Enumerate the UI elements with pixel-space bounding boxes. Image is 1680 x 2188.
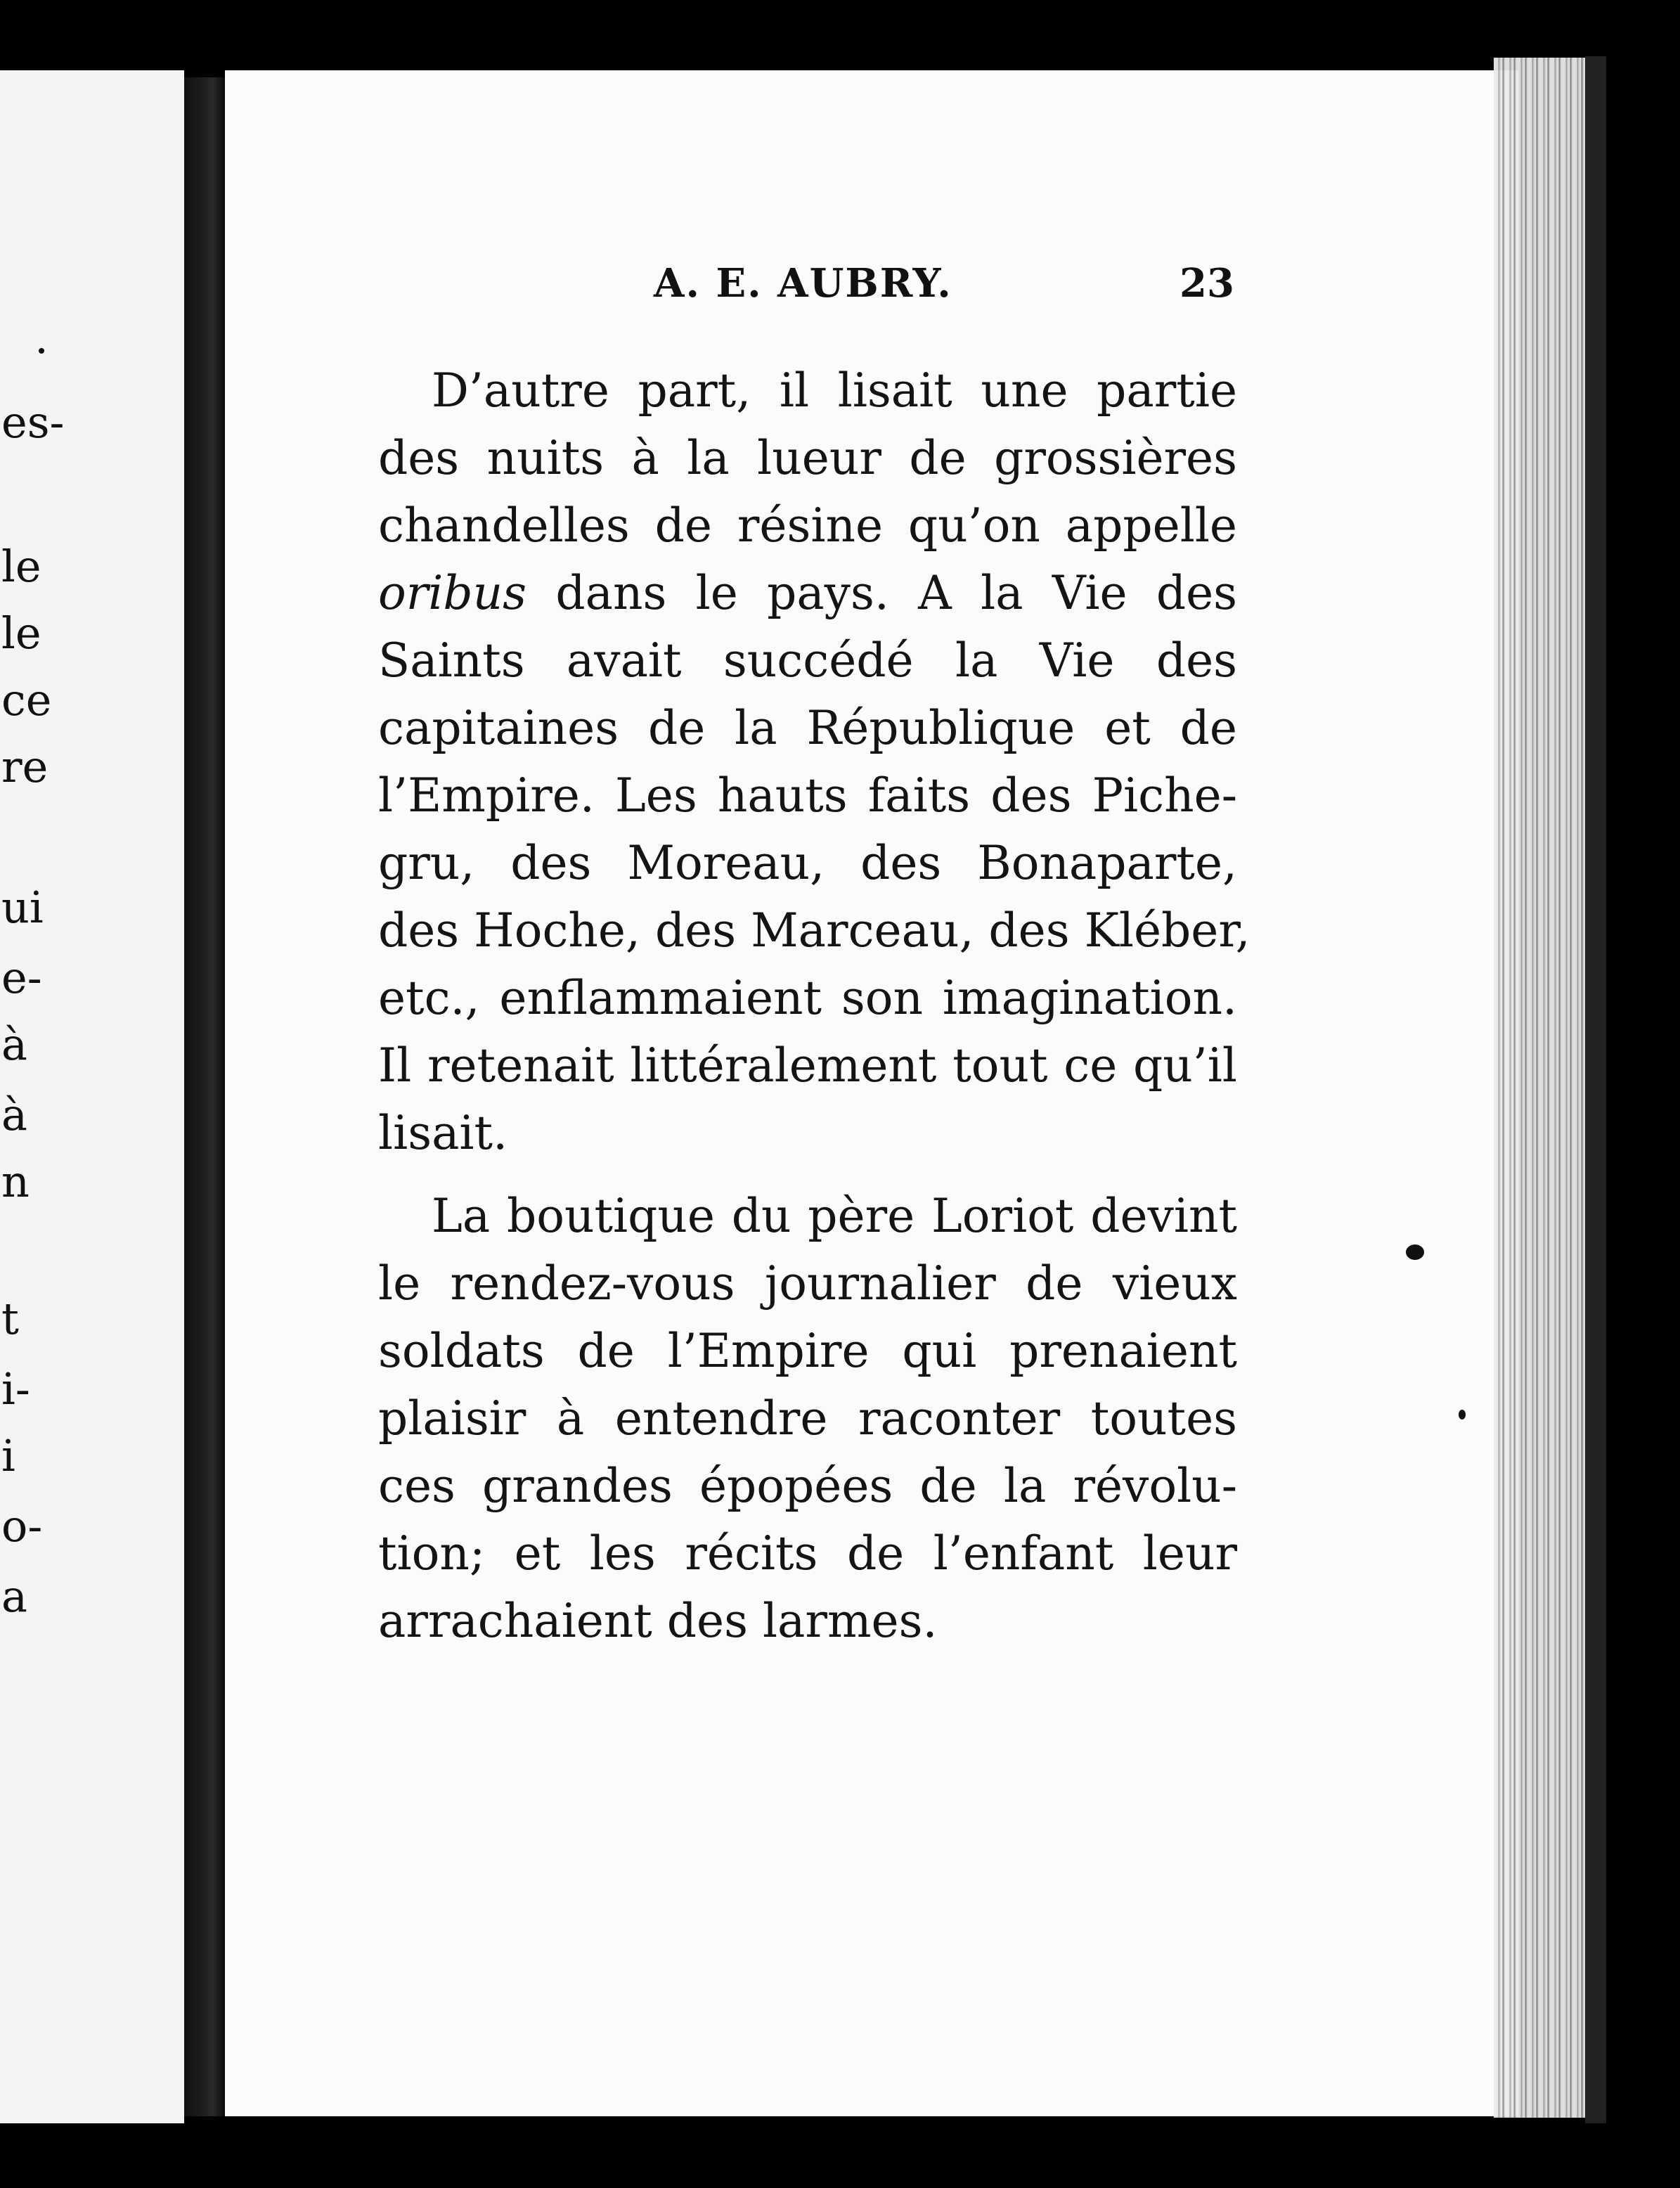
text-line: plaisir à entendre raconter toutes — [378, 1391, 1237, 1446]
text-line: tion; et les récits de l’enfant leur — [378, 1526, 1237, 1581]
text-line: Il retenait littéralement tout ce qu’il — [378, 1038, 1237, 1093]
left-page-fragment: o- — [1, 1500, 43, 1552]
text-line — [378, 560, 1237, 627]
text-line: D’autre part, il lisait une partie — [432, 363, 1237, 418]
paragraph — [378, 1183, 1237, 1655]
book-gutter — [184, 77, 225, 2116]
page-header — [225, 260, 1518, 316]
text-line: des nuits à la lueur de grossières — [378, 431, 1237, 485]
left-page-fragment: à — [1, 1089, 27, 1140]
left-page-fragment: e- — [1, 952, 42, 1003]
left-page-fragment: à — [1, 1019, 27, 1070]
text-line: Saints avait succédé la Vie des — [378, 633, 1237, 688]
page-edge-shadow — [1585, 56, 1606, 2123]
left-page-fragment: es- — [1, 397, 65, 448]
left-page-fragment: t — [1, 1293, 19, 1344]
text-line: gru, des Moreau, des Bonaparte, — [378, 836, 1237, 890]
left-page-fragment: re — [1, 741, 49, 792]
left-page-fragment: i — [1, 1430, 15, 1481]
text-line: La boutique du père Loriot devint — [432, 1189, 1237, 1243]
text-line: des Hoche, des Marceau, des Kléber, — [378, 903, 1251, 958]
left-page-fragment: le — [1, 607, 41, 659]
text-line: l’Empire. Les hauts faits des Piche- — [378, 768, 1237, 823]
text-line: soldats de l’Empire qui prenaient — [378, 1324, 1237, 1378]
text-line: etc., enflammaient son imagination. — [378, 971, 1237, 1025]
page — [225, 70, 1518, 2116]
paragraph — [378, 357, 1251, 1167]
text-line: capitaines de la République et de — [378, 701, 1237, 755]
ink-speck — [39, 348, 44, 354]
left-page-fragment: i- — [1, 1363, 30, 1415]
body-text — [378, 357, 1251, 1655]
text-line: ces grandes épopées de la révolu- — [378, 1459, 1237, 1513]
ink-speck — [1459, 1410, 1466, 1420]
left-page-fragment: n — [1, 1156, 30, 1207]
text-line: chandelles de résine qu’on appelle — [378, 498, 1237, 553]
left-page-fragment: le — [1, 541, 41, 592]
text-line: lisait. — [378, 1106, 508, 1160]
previous-page-sliver — [0, 70, 184, 2123]
text-line: arrachaient des larmes. — [378, 1594, 938, 1648]
ink-speck — [1406, 1244, 1424, 1260]
left-page-fragment: ui — [1, 882, 44, 933]
text-line: le rendez-vous journalier de vieux — [378, 1256, 1237, 1311]
left-page-fragment: ce — [1, 674, 52, 726]
italic-word: oribus — [378, 566, 527, 620]
page-number: 23 — [1180, 260, 1234, 307]
running-head: A. E. AUBRY. — [654, 260, 952, 307]
text-line-rest: dans le pays. A la Vie des — [555, 566, 1237, 620]
left-page-fragment: a — [1, 1571, 27, 1622]
